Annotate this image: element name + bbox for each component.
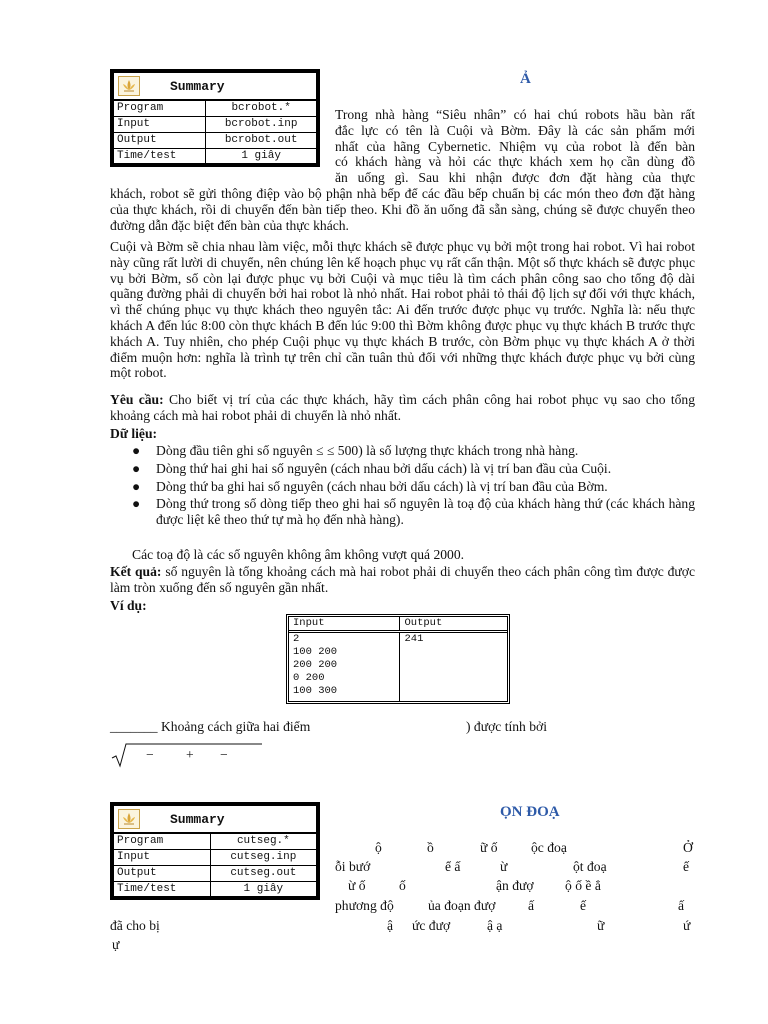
intro-line: nhất của hãng Cybernetic. Nhiệm vụ của robot là đến bàn	[335, 138, 695, 154]
paragraph-rules: Cuội và Bờm sẽ chia nhau làm việc, mỗi thực khách sẽ được phục vụ bởi một trong hai robot. Vì hai robot này cũng rất lười di chuyển, nên chúng lên kế hoạch phục vụ rất cẩn thận. Một số thực khách sẽ được phục vụ bởi Bờm, số còn lại được phục vụ bởi Cuội và mục tiêu là tìm cách phân công sao cho tổng độ dài quãng đường phải di chuyển bởi hai robot là nhỏ nhất. Hai robot phải tỏ thái độ lịch sự đối với thực khách, vì thế chúng phục vụ thực khách theo nguyên tắc: Ai đến trước được phục vụ trước. Nghĩa là: nếu thực khách A đến lúc 8:00 còn thực khách B đến lúc 9:00 thì Bờm không được phục vụ thực khách B trước thực khách A. Tuy nhiên, cho phép Cuội phục vụ thực khách B trước, còn Bờm phục vụ thực khách A ở thời điểm muộn hơn: nghĩa là trình tự trên chỉ cần tuân thủ đối với những thực khách được phục vụ bởi cùng một robot.	[110, 239, 695, 381]
summary-row-input	[114, 850, 316, 866]
bullet-icon: ●	[132, 460, 141, 476]
summary-value: cutseg.inp	[210, 850, 316, 866]
bullet-item: ● Dòng thứ trong số dòng tiếp theo ghi hai số nguyên là toạ độ của khách hàng thứ (các khách hàng được liệt kê theo thứ tự mà họ đến nhà hàng).	[132, 496, 695, 528]
summary-value: 1 giây	[206, 149, 316, 165]
frag: đã cho bị	[110, 918, 160, 933]
summary-value: bcrobot.*	[206, 101, 316, 117]
frag: ố	[399, 878, 406, 893]
frag: ủa đoạn đượ	[428, 898, 496, 913]
intro-line: ăn uống gì. Sau khi nhận được đơn đặt hàng của thực	[335, 170, 695, 186]
requirement-label: Yêu cầu:	[110, 392, 164, 407]
bullet-item: ● Dòng thứ hai ghi hai số nguyên (cách nhau bởi dấu cách) là vị trí ban đầu của Cuội.	[132, 460, 612, 476]
frag: ứ	[683, 918, 691, 933]
frag: ữ ố	[480, 840, 498, 855]
summary-value: 1 giây	[210, 882, 316, 898]
frag: ộc đoạ	[531, 840, 567, 855]
example-body-row	[289, 633, 507, 701]
frag: ậ	[387, 918, 394, 933]
summary-table	[114, 833, 316, 897]
note-blank: _______	[110, 719, 158, 734]
requirement	[110, 392, 695, 424]
bullet-icon: ●	[132, 478, 141, 494]
bullet-item: ● Dòng thứ ba ghi hai số nguyên (cách nhau bởi dấu cách) là vị trí ban đầu của Bờm.	[132, 478, 608, 494]
input-label: Dữ liệu:	[110, 426, 158, 441]
formula-plus: +	[186, 747, 194, 762]
summary-label: Program	[114, 834, 210, 850]
summary-table	[114, 100, 316, 164]
frag: ộ	[375, 840, 382, 855]
frag: phương độ	[335, 898, 394, 913]
summary-row-program	[114, 834, 316, 850]
lotus-logo-icon	[118, 76, 140, 96]
bullet-icon: ●	[132, 496, 141, 512]
summary-label: Program	[114, 101, 206, 117]
frag: ấ	[678, 898, 685, 913]
output-label: Kết quả:	[110, 564, 162, 579]
note-tail: ) được tính bởi	[466, 719, 548, 734]
summary-header	[114, 806, 316, 833]
example-section-label	[110, 598, 147, 614]
output-text: số nguyên là tổng khoảng cách mà hai robot phải di chuyển theo cách phân công tìm được được làm tròn xuống đến số nguyên gần nhất.	[110, 564, 696, 595]
frag: ế	[580, 898, 587, 913]
summary-label: Output	[114, 866, 210, 882]
lotus-logo-icon	[118, 809, 140, 829]
frag: ấ	[528, 898, 535, 913]
distance-note	[110, 719, 695, 735]
intro-line: Trong nhà hàng “Siêu nhân” có hai chú robots hầu bàn rất	[335, 107, 695, 122]
summary-row-output	[114, 866, 316, 882]
output-header: Output	[404, 617, 443, 629]
summary-value: bcrobot.inp	[206, 117, 316, 133]
frag: ộ ố ề ẳ	[565, 878, 601, 893]
intro-continuation: khách, robot sẽ gửi thông điệp vào bộ phận nhà bếp để các đầu bếp chuẩn bị các món theo đơn đặt hàng của thực khách, rồi di chuyển đến bàn tiếp theo. Khi đồ ăn uống đã sẵn sàng, chúng sẽ được chuyển theo đường dẫn đặc biệt đến bàn của thực khách.	[110, 186, 695, 233]
frag: ột đoạ	[573, 859, 607, 874]
note-text: Khoảng cách giữa hai điểm	[157, 719, 311, 734]
summary-value: cutseg.*	[210, 834, 316, 850]
summary-label: Time/test	[114, 882, 210, 898]
problem1-title: Ả	[520, 71, 531, 87]
summary-row-input	[114, 117, 316, 133]
frag: ể ấ	[445, 859, 461, 874]
summary-row-program	[114, 101, 316, 117]
example-table	[286, 614, 510, 704]
summary-label: Input	[114, 117, 206, 133]
frag: ừ ố	[348, 878, 366, 893]
frag: ậ ạ	[487, 918, 503, 933]
summary-box-2	[110, 802, 320, 900]
summary-title: Summary	[170, 79, 225, 94]
frag: ế	[683, 859, 690, 874]
output-section	[110, 564, 695, 596]
summary-header	[114, 73, 316, 100]
example-label: Ví dụ:	[110, 598, 147, 613]
summary-label: Output	[114, 133, 206, 149]
frag: ữ	[597, 918, 605, 933]
summary-label: Time/test	[114, 149, 206, 165]
summary-row-time	[114, 882, 316, 898]
requirement-text: Cho biết vị trí của các thực khách, hãy tìm cách phân công hai robot phục vụ sao cho tổng khoảng cách mà hai robot phải di chuyển là nhỏ nhất.	[110, 392, 695, 423]
frag: ức đượ	[412, 918, 451, 933]
input-bullets	[110, 443, 695, 528]
frag: Ở	[683, 840, 693, 855]
example-header-row	[289, 617, 507, 633]
problem2-title: ỌN ĐOẠ	[500, 804, 560, 820]
frag: ừ	[500, 859, 508, 874]
example-output-cell: 241	[404, 633, 424, 645]
summary-label: Input	[114, 850, 210, 866]
frag: ự	[112, 937, 120, 952]
frag: ận đượ	[496, 878, 534, 893]
formula-minus-1: −	[146, 747, 154, 762]
intro-line: đắc lực có tên là Cuội và Bờm. Đây là các sản phẩm mới	[335, 122, 695, 138]
formula-minus-2: −	[220, 747, 228, 762]
coords-note: Các toạ độ là các số nguyên không âm không vượt quá 2000.	[132, 547, 465, 562]
summary-box-1	[110, 69, 320, 167]
intro-line: có khách hàng và hỏi các thực khách xem họ cần dùng đồ	[335, 154, 695, 170]
summary-value: cutseg.out	[210, 866, 316, 882]
bullet-icon: ●	[132, 443, 141, 458]
input-section-label	[110, 426, 157, 442]
summary-row-time	[114, 149, 316, 165]
frag: ỗi bướ	[335, 859, 371, 874]
summary-row-output	[114, 133, 316, 149]
input-header: Input	[289, 617, 400, 630]
example-input-cell: 2 100 200 200 200 0 200 100 300	[289, 633, 400, 701]
summary-title: Summary	[170, 812, 225, 827]
frag: ồ	[427, 840, 434, 855]
intro-lines	[335, 107, 695, 186]
bullet-item: ● Dòng đầu tiên ghi số nguyên ≤ ≤ 500) là số lượng thực khách trong nhà hàng.	[132, 443, 579, 458]
summary-value: bcrobot.out	[206, 133, 316, 149]
distance-formula	[110, 742, 270, 768]
